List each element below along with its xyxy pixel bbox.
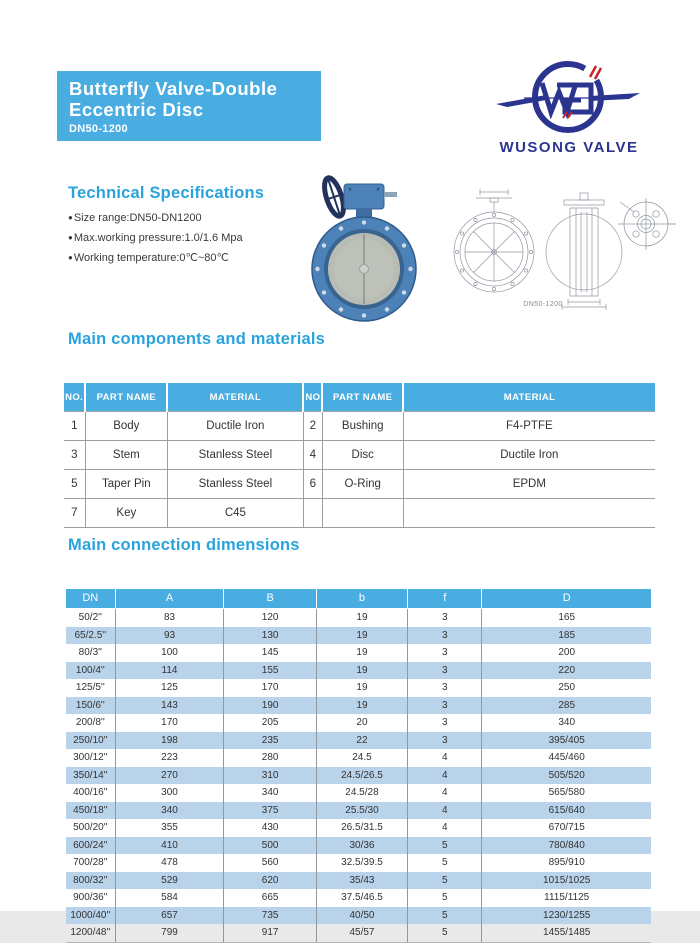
table-cell: 50/2'' bbox=[66, 609, 115, 627]
table-cell: 150/6'' bbox=[66, 697, 115, 715]
table-row bbox=[66, 854, 651, 872]
table-cell: 185 bbox=[482, 627, 651, 645]
table-cell: 340 bbox=[558, 717, 576, 728]
table-cell: 895/910 bbox=[548, 857, 585, 868]
table-cell: 400/16'' bbox=[66, 784, 115, 802]
table-row bbox=[64, 441, 655, 470]
column-header: PART NAME bbox=[322, 383, 403, 412]
table-cell: O-Ring bbox=[322, 470, 403, 499]
table-cell: 250 bbox=[558, 682, 576, 693]
table-cell: 1015/1025 bbox=[482, 872, 651, 890]
table-cell: 5 bbox=[408, 854, 482, 872]
spec-list bbox=[68, 208, 243, 268]
table-cell: 130 bbox=[224, 627, 316, 645]
valve-drawings bbox=[424, 186, 676, 312]
table-cell: 4 bbox=[408, 767, 482, 785]
table-cell: 35/43 bbox=[316, 872, 407, 890]
table-cell: 1 bbox=[64, 412, 85, 441]
bullet-icon: ● bbox=[68, 253, 73, 262]
table-cell: 3 bbox=[408, 679, 482, 697]
table-cell: 900/36'' bbox=[66, 889, 115, 907]
table-row bbox=[66, 889, 651, 907]
table-cell: 120 bbox=[224, 609, 316, 627]
table-cell: 1200/48'' bbox=[66, 924, 115, 942]
table-cell: 4 bbox=[408, 749, 482, 767]
table-cell: Stanless Steel bbox=[167, 470, 303, 499]
table-cell: 670/715 bbox=[548, 822, 585, 833]
table-cell: 40/50 bbox=[316, 907, 407, 925]
spec-item bbox=[68, 228, 243, 248]
table-cell: 3 bbox=[64, 441, 85, 470]
table-cell: 300 bbox=[115, 784, 224, 802]
table-cell: EPDM bbox=[403, 470, 655, 499]
table-cell: 340 bbox=[115, 802, 224, 820]
table-row bbox=[64, 470, 655, 499]
valve-photo bbox=[286, 165, 436, 323]
table-cell: 1000/40'' bbox=[66, 907, 115, 925]
section-heading-technical-specifications: Technical Specifications bbox=[68, 184, 265, 202]
table-cell: 340 bbox=[224, 784, 316, 802]
table-cell: 20 bbox=[316, 714, 407, 732]
table-cell: 19 bbox=[316, 644, 407, 662]
table-cell: 560 bbox=[224, 854, 316, 872]
table-cell: 190 bbox=[224, 697, 316, 715]
table-cell: Stanless Steel bbox=[167, 441, 303, 470]
table-cell: 93 bbox=[115, 627, 224, 645]
drawing-caption: DN50-1200 bbox=[523, 301, 563, 308]
column-header: PART NAME bbox=[85, 383, 167, 412]
table-cell: 26.5/31.5 bbox=[316, 819, 407, 837]
table-cell: 24.5/26.5 bbox=[316, 767, 407, 785]
table-cell: 1230/1255 bbox=[482, 907, 651, 925]
dimensions-table-header bbox=[66, 589, 651, 609]
table-cell: 600/24'' bbox=[66, 837, 115, 855]
table-row bbox=[66, 872, 651, 890]
table-header-row bbox=[66, 589, 651, 609]
column-header: NO. bbox=[303, 383, 322, 412]
table-header-row bbox=[64, 383, 655, 412]
table-cell: 565/580 bbox=[548, 787, 585, 798]
table-cell: 83 bbox=[115, 609, 224, 627]
table-cell: 80/3'' bbox=[66, 644, 115, 662]
components-table-header bbox=[64, 383, 655, 412]
column-header: b bbox=[316, 589, 407, 609]
table-cell: 114 bbox=[115, 662, 224, 680]
table-cell: 125 bbox=[115, 679, 224, 697]
table-cell: Ductile Iron bbox=[403, 441, 655, 470]
table-cell: 657 bbox=[115, 907, 224, 925]
table-cell: 3 bbox=[408, 662, 482, 680]
column-header: NO. bbox=[64, 383, 85, 412]
table-cell: 250/10'' bbox=[66, 732, 115, 750]
table-cell: F4-PTFE bbox=[403, 412, 655, 441]
table-cell: 1455/1485 bbox=[482, 924, 651, 942]
table-cell bbox=[403, 499, 655, 528]
table-cell: 1115/1125 bbox=[544, 892, 590, 903]
table-cell: 155 bbox=[224, 662, 316, 680]
table-cell: 223 bbox=[115, 749, 224, 767]
table-cell: 430 bbox=[224, 819, 316, 837]
table-cell: 780/840 bbox=[482, 837, 651, 855]
table-cell: 300/12'' bbox=[66, 749, 115, 767]
table-cell: 19 bbox=[316, 609, 407, 627]
table-row bbox=[66, 732, 651, 750]
table-cell: 505/520 bbox=[482, 767, 651, 785]
table-row bbox=[66, 697, 651, 715]
table-row bbox=[66, 679, 651, 697]
table-row bbox=[66, 644, 651, 662]
table-cell: 5 bbox=[64, 470, 85, 499]
table-cell: 665 bbox=[224, 889, 316, 907]
table-cell: Bushing bbox=[322, 412, 403, 441]
column-header: MATERIAL bbox=[167, 383, 303, 412]
table-row bbox=[66, 662, 651, 680]
column-header: A bbox=[115, 589, 224, 609]
table-cell: 478 bbox=[115, 854, 224, 872]
table-cell: 100/4'' bbox=[66, 662, 115, 680]
table-cell: 355 bbox=[115, 819, 224, 837]
table-cell: 5 bbox=[408, 872, 482, 890]
table-cell: 620 bbox=[224, 872, 316, 890]
table-cell: 3 bbox=[408, 609, 482, 627]
table-cell: 22 bbox=[316, 732, 407, 750]
table-cell: 200/8'' bbox=[66, 714, 115, 732]
table-cell: 143 bbox=[115, 697, 224, 715]
table-cell: 200 bbox=[558, 647, 576, 658]
table-cell: 100 bbox=[115, 644, 224, 662]
column-header: MATERIAL bbox=[403, 383, 655, 412]
table-cell: 125/5'' bbox=[66, 679, 115, 697]
table-cell: 19 bbox=[316, 697, 407, 715]
table-cell: 24.5 bbox=[316, 749, 407, 767]
table-cell: 37.5/46.5 bbox=[316, 889, 407, 907]
table-cell bbox=[303, 499, 322, 528]
table-cell: Body bbox=[85, 412, 167, 441]
table-cell: 3 bbox=[408, 697, 482, 715]
table-cell: 4 bbox=[408, 784, 482, 802]
table-cell: 5 bbox=[408, 889, 482, 907]
bullet-icon: ● bbox=[68, 213, 73, 222]
table-cell: 445/460 bbox=[548, 752, 585, 763]
section-heading-dimensions: Main connection dimensions bbox=[68, 536, 300, 554]
bullet-icon: ● bbox=[68, 233, 73, 242]
table-cell: 45/57 bbox=[316, 924, 407, 942]
table-row bbox=[66, 767, 651, 785]
column-header: D bbox=[482, 589, 651, 609]
page-title-line2: Eccentric Disc bbox=[69, 99, 204, 120]
table-row bbox=[66, 924, 651, 942]
dimensions-table-body bbox=[66, 609, 651, 943]
table-cell: 32.5/39.5 bbox=[316, 854, 407, 872]
table-cell: 2 bbox=[303, 412, 322, 441]
table-cell: 735 bbox=[224, 907, 316, 925]
table-cell: 800/32'' bbox=[66, 872, 115, 890]
table-cell: 500/20'' bbox=[66, 819, 115, 837]
table-cell: 799 bbox=[115, 924, 224, 942]
table-cell: 350/14'' bbox=[66, 767, 115, 785]
table-cell: 65/2.5'' bbox=[66, 627, 115, 645]
table-cell: 170 bbox=[224, 679, 316, 697]
spec-text: Size range:DN50-DN1200 bbox=[73, 212, 202, 224]
spec-text: Working temperature:0℃~80℃ bbox=[73, 252, 229, 264]
table-cell: 280 bbox=[224, 749, 316, 767]
table-row bbox=[64, 412, 655, 441]
table-cell: 3 bbox=[408, 714, 482, 732]
column-header: DN bbox=[66, 589, 115, 609]
product-title-block bbox=[57, 71, 321, 141]
table-cell: Ductile Iron bbox=[167, 412, 303, 441]
table-cell: 19 bbox=[316, 627, 407, 645]
table-cell: 235 bbox=[224, 732, 316, 750]
components-table bbox=[64, 383, 655, 528]
table-cell: 24.5/28 bbox=[316, 784, 407, 802]
spec-text: Max.working pressure:1.0/1.6 Mpa bbox=[73, 232, 243, 244]
table-cell: 410 bbox=[115, 837, 224, 855]
table-cell: 19 bbox=[316, 662, 407, 680]
table-row bbox=[66, 627, 651, 645]
spec-item bbox=[68, 248, 243, 268]
table-row bbox=[66, 609, 651, 627]
dimensions-table bbox=[66, 589, 651, 943]
column-header: f bbox=[408, 589, 482, 609]
table-row bbox=[66, 819, 651, 837]
table-row bbox=[66, 784, 651, 802]
table-cell: 25.5/30 bbox=[316, 802, 407, 820]
table-row bbox=[66, 837, 651, 855]
table-cell: 3 bbox=[408, 627, 482, 645]
table-cell: 270 bbox=[115, 767, 224, 785]
table-cell: Taper Pin bbox=[85, 470, 167, 499]
table-cell: 165 bbox=[558, 612, 576, 623]
table-cell: 5 bbox=[408, 837, 482, 855]
table-cell: 4 bbox=[408, 819, 482, 837]
table-cell: 310 bbox=[224, 767, 316, 785]
table-cell: 205 bbox=[224, 714, 316, 732]
table-cell: 5 bbox=[408, 924, 482, 942]
table-cell: 450/18'' bbox=[66, 802, 115, 820]
table-row bbox=[66, 907, 651, 925]
table-cell: 700/28'' bbox=[66, 854, 115, 872]
table-row bbox=[66, 802, 651, 820]
table-cell: 3 bbox=[408, 732, 482, 750]
table-cell: 615/640 bbox=[482, 802, 651, 820]
table-row bbox=[66, 749, 651, 767]
table-row bbox=[66, 714, 651, 732]
table-cell: Key bbox=[85, 499, 167, 528]
table-cell: 19 bbox=[316, 679, 407, 697]
table-cell: 285 bbox=[482, 697, 651, 715]
table-cell: 529 bbox=[115, 872, 224, 890]
table-cell: 6 bbox=[303, 470, 322, 499]
table-cell: Disc bbox=[322, 441, 403, 470]
table-cell: 4 bbox=[408, 802, 482, 820]
section-heading-components: Main components and materials bbox=[68, 330, 326, 348]
table-cell: 30/36 bbox=[316, 837, 407, 855]
table-cell: Stem bbox=[85, 441, 167, 470]
page-title: Butterfly Valve-Double bbox=[69, 78, 278, 99]
table-cell: 5 bbox=[408, 907, 482, 925]
column-header: B bbox=[224, 589, 316, 609]
brand-name: WUSONG VALVE bbox=[499, 139, 639, 156]
table-cell: 170 bbox=[115, 714, 224, 732]
table-cell: 145 bbox=[224, 644, 316, 662]
table-cell: 917 bbox=[224, 924, 316, 942]
table-cell bbox=[322, 499, 403, 528]
table-cell: 7 bbox=[64, 499, 85, 528]
table-cell: 4 bbox=[303, 441, 322, 470]
table-cell: 3 bbox=[408, 644, 482, 662]
size-range-subtitle: DN50-1200 bbox=[69, 123, 128, 135]
table-cell: 220 bbox=[482, 662, 651, 680]
table-cell: 584 bbox=[115, 889, 224, 907]
components-table-body bbox=[64, 412, 655, 528]
table-cell: 375 bbox=[224, 802, 316, 820]
table-cell: 500 bbox=[224, 837, 316, 855]
table-row bbox=[64, 499, 655, 528]
table-cell: C45 bbox=[167, 499, 303, 528]
table-cell: 198 bbox=[115, 732, 224, 750]
spec-item bbox=[68, 208, 243, 228]
table-cell: 395/405 bbox=[482, 732, 651, 750]
wusong-logo-icon bbox=[494, 52, 642, 140]
